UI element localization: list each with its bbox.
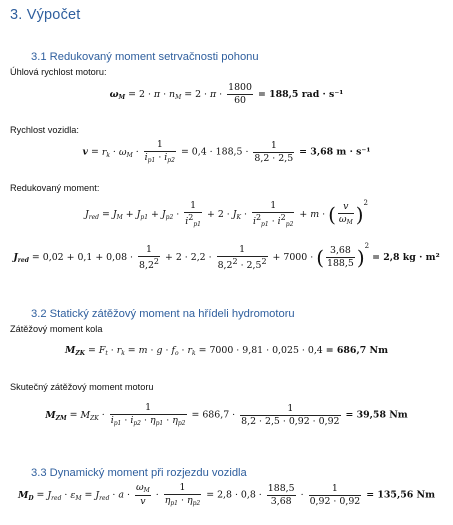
mzk-result: = 686,7 Nm xyxy=(325,345,388,356)
heading-3-3: 3.3 Dynamický moment při rozjezdu vozidla xyxy=(31,467,247,479)
label-wheel-moment: Zátěžový moment kola xyxy=(10,324,103,334)
label-motor-speed: Úhlová rychlost motoru: xyxy=(10,67,107,77)
heading-3-1: 3.1 Redukovaný moment setrvačnosti pohonu xyxy=(31,51,259,63)
label-reduced-moment: Redukovaný moment: xyxy=(10,183,100,193)
j-result: = 2,8 kg · m² xyxy=(372,252,440,263)
section-title: 3. Výpočet xyxy=(10,7,81,23)
mzm-result: = 39,58 Nm xyxy=(345,409,408,421)
equation-j-values: $J_{red} = 0,02 + 0,1 + 0,08$ · $\frac{1}{8,2^2}$ + 2 · 2,2 · $\frac{1}{8,2^2 \cdot 2,5^2}$ + 7000 · ( $\frac{3,68}{188,5}$ )$^2$ = 2,8 kg · m² xyxy=(13,242,440,271)
v-result: = 3,68 m · s⁻¹ xyxy=(299,146,371,158)
heading-3-2: 3.2 Statický zátěžový moment na hřídeli hydromotoru xyxy=(31,308,295,320)
equation-j-general: $J_{red} = J_M + J_{p1} + J_{p2}$ · $\frac{1}{i^2_{p1}}$ + $2 \cdot J_K$ · $\frac{1}{i^2_{p1} \cdot i^2_{p2}}$ + m · ( $\frac{v}{\omega_M}$ )$^2$ xyxy=(84,199,369,228)
equation-mzk: $M_{ZK} = F_t \cdot r_k = m \cdot g \cdot f_o \cdot r_k = 7000 \cdot 9,81 \cdot 0,025 \cdot 0,4 = 686,7$ Nm xyxy=(64,345,388,357)
label-motor-moment: Skutečný zátěžový moment motoru xyxy=(10,382,154,392)
equation-v: $v = r_k \cdot \omega_M$ · $\frac{1}{i_{p1} \cdot i_{p2}}$ = 0,4 · 188,5 · $\frac{1}{8,2 \cdot 2,5}$ = 3,68 m · s⁻¹ xyxy=(82,139,371,164)
equation-mzm: $M_{ZM} = M_{ZK}$ · $\frac{1}{i_{p1} \cdot i_{p2} \cdot \eta_{p1} \cdot \eta_{p2}}$ = 686,7 · $\frac{1}{8,2 \cdot 2,5 \cdot 0,92 \cdot 0,92}$ = 39,58 Nm xyxy=(45,402,408,427)
label-vehicle-speed: Rychlost vozidla: xyxy=(10,125,79,135)
equation-omega: $\omega_M = 2 \cdot \pi \cdot n_M = 2 \cdot \pi$ · $\frac{1800}{60}$ = 188,5 rad · s⁻¹ xyxy=(109,82,344,106)
md-result: = 135,56 Nm xyxy=(366,489,436,501)
omega-result: = 188,5 rad · s⁻¹ xyxy=(257,88,344,100)
equation-md: $M_D = J_{red} \cdot \varepsilon_M = J_{red} \cdot a$ · $\frac{\omega_M}{v}$ · $\frac{1}{\eta_{p1} \cdot \eta_{p2}}$ = 2,8 · 0,8 · $\frac{188,5}{3,68}$ · $\frac{1}{0,92 \cdot 0,92}$ = 135,56 Nm xyxy=(17,482,436,508)
